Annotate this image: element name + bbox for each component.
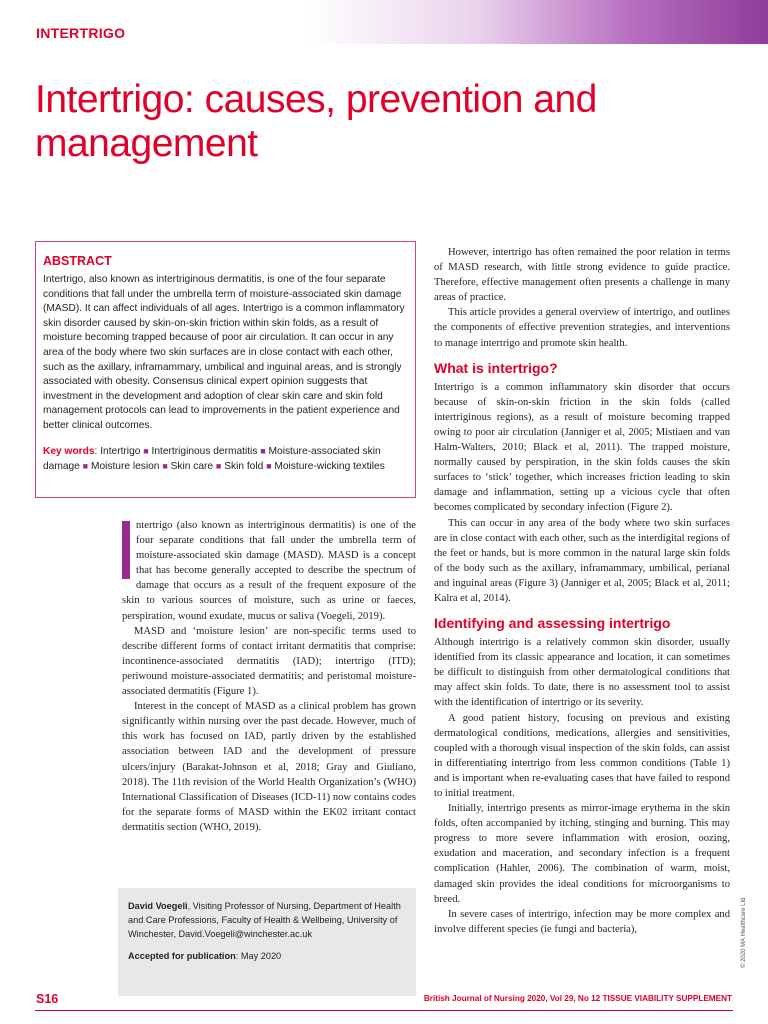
body-column-left (122, 518, 416, 835)
accepted-line (128, 949, 406, 963)
keyword: Moisture-associated skin damage (43, 445, 381, 472)
keyword-separator-icon: ■ (260, 445, 266, 456)
section-heading: What is intertrigo? (434, 359, 558, 376)
abstract-text: Intertrigo, also known as intertriginous dermatitis, is one of the four separate conditions that fall under the umbrella term of moisture-associated skin damage (MASD). It can affect individuals of all ages. Intertrigo is a common inflammatory skin disorder caused by skin-on-skin friction within skin folds, as a result of moisture becoming trapped because of poor air circulation. It can occur in any area of the body where two skin surfaces are in close contact with each other, such as the axillary, inframammary, umbilical and inguinal areas, and is strongly associated with obesity. Consensus clinical expert opinion suggests that investment in the development and adoption of clear skin care and skin fold management protocols can lead to improvements in the patient experience and better clinical outcomes. (43, 274, 405, 431)
keyword-separator-icon: ■ (266, 460, 272, 471)
author-info-box (118, 888, 416, 996)
body-paragraph: This article provides a general overview of intertrigo, and outlines the components of effective prevention strategies, and interventions to manage intertrigo and promote skin health. (434, 307, 730, 349)
accepted-label: Accepted for publication (128, 951, 236, 961)
keyword: Skin care (170, 460, 214, 472)
keyword: Moisture-wicking textiles (274, 460, 385, 472)
body-paragraph: However, intertrigo has often remained the poor relation in terms of MASD research, with little strong evidence to guide practice. Therefore, effective management often presents a challenge in many areas of practice. (434, 247, 730, 304)
keyword-separator-icon: ■ (162, 460, 168, 471)
keyword-separator-icon: ■ (215, 460, 222, 471)
keywords: Key words: Intertrigo ■ Intertriginous dermatitis ■ Moisture-associated skin damage ■ Moisture lesion ■ Skin care ■ Skin fold ■ Moisture-wicking textiles (43, 445, 385, 472)
journal-footer: British Journal of Nursing 2020, Vol 29, No 12 TISSUE VIABILITY SUPPLEMENT (423, 994, 732, 1003)
article-title: Intertrigo: causes, prevention and management (35, 78, 597, 165)
footer-divider (35, 1010, 733, 1011)
body-paragraph: MASD and ‘moisture lesion’ are non-specific terms used to describe different forms of contact irritant dermatitis that comprise: incontinence-associated dermatitis (IAD); intertrigo (ITD); periwound moisture-associated dermatitis; and peristomal moisture-associated dermatitis (Figure 1). (122, 625, 416, 698)
drop-cap-letter-i (122, 521, 130, 579)
keyword: Moisture lesion (90, 460, 160, 472)
keyword: Intertrigo (100, 445, 141, 457)
copyright-notice: © 2020 MA Healthcare Ltd (741, 897, 747, 968)
author-affiliation: , Visiting Professor of Nursing, Department of Health and Care Professions, Faculty of Health & Wellbeing, University of Winchester, David.Voegeli@winchester.ac.uk (128, 901, 401, 939)
keywords-label: Key words (43, 445, 95, 457)
body-column-right (434, 245, 730, 937)
body-paragraph (122, 518, 416, 624)
body-paragraph: A good patient history, focusing on previous and existing dermatological conditions, medications, allergies and sensitivities, coupled with a thorough visual inspection of the skin folds, can assist in differentiating intertrigo from less common conditions (Table 1) and is important when re-evaluating cases that have failed to respond to initial treatment. (434, 712, 730, 799)
body-paragraph: Initially, intertrigo presents as mirror-image erythema in the skin folds, often accompanied by itching, stinging and burning. This may progress to more severe inflammation with erosion, oozing, exudation and maceration, and secondary infection is a frequent complication (Hahler, 2006). The combination of warm, moist, damaged skin provides the ideal conditions for microorganisms to breed. (434, 803, 730, 905)
body-paragraph: Intertrigo is a common inflammatory skin disorder that occurs because of skin-on-skin friction in the skin folds (called intertriginous regions), as a result of moisture becoming trapped owing to poor air circulation (Janniger et al, 2005; Mistiaen and van Halm-Walters, 2010; Black et al, 2011). The trapped moisture, normally caused by perspiration, in the skin folds causes the skin surfaces to ‘stick’ together, which increases friction leading to skin damage and inflammation, setting up a vicious cycle that often becomes complicated by secondary infection (Figure 2). (434, 381, 730, 514)
abstract-heading: ABSTRACT (43, 254, 112, 268)
body-paragraph: Although intertrigo is a relatively common skin disorder, usually identified from its classic appearance and location, it can sometimes be difficult to distinguish from other dermatological conditions that may affect skin folds. To date, there is no assessment tool to assist with the identification of intertrigo or its severity. (434, 637, 730, 709)
body-paragraph: This can occur in any area of the body where two skin surfaces are in close contact with each other, such as the interdigital regions of the feet or hands, but is more common in the natural large skin folds of the body such as the axillary, inframammary, umbilical, perianal and inguinal areas (Figure 3) (Janniger et al, 2005; Black et al, 2011; Kalra et al, 2014). (434, 517, 730, 604)
body-paragraph: Interest in the concept of MASD as a clinical problem has grown significantly within nursing over the past decade. However, much of this work has focused on IAD, partly driven by the established association between IAD and the development of pressure ulcers/injury (Barakat-Johnson et al, 2018; Gray and Giuliano, 2018). The 11th revision of the World Health Organization’s (WHO) International Classification of Diseases (ICD-11) now contains codes for the separate forms of MASD within the EK02 irritant contact dermatitis section (WHO, 2019). (122, 701, 416, 833)
abstract-box (35, 241, 416, 498)
author-line (128, 899, 406, 941)
section-heading: Identifying and assessing intertrigo (434, 615, 671, 632)
body-paragraph-text: ntertrigo (also known as intertriginous dermatitis) is one of the four separate conditions that fall under the umbrella term of moisture-associated skin damage (MASD). MASD is a concept that has become generally accepted to describe the spectrum of damage that occurs as a result of the frequent exposure of the skin to various sources of moisture, such as urine or faeces, perspiration, wound exudate, mucus or saliva (Voegeli, 2019). (122, 520, 416, 622)
section-label: INTERTRIGO (36, 25, 126, 41)
accepted-date: : May 2020 (235, 951, 282, 961)
keyword: Intertriginous dermatitis (151, 445, 258, 457)
keyword-separator-icon: ■ (82, 460, 89, 471)
keyword-separator-icon: ■ (143, 445, 149, 456)
body-paragraph: In severe cases of intertrigo, infection may be more complex and involve different species (ie fungi and bacteria), (434, 908, 730, 935)
author-name: David Voegeli (128, 901, 188, 911)
page-number: S16 (36, 992, 59, 1006)
keyword: Skin fold (224, 460, 264, 472)
